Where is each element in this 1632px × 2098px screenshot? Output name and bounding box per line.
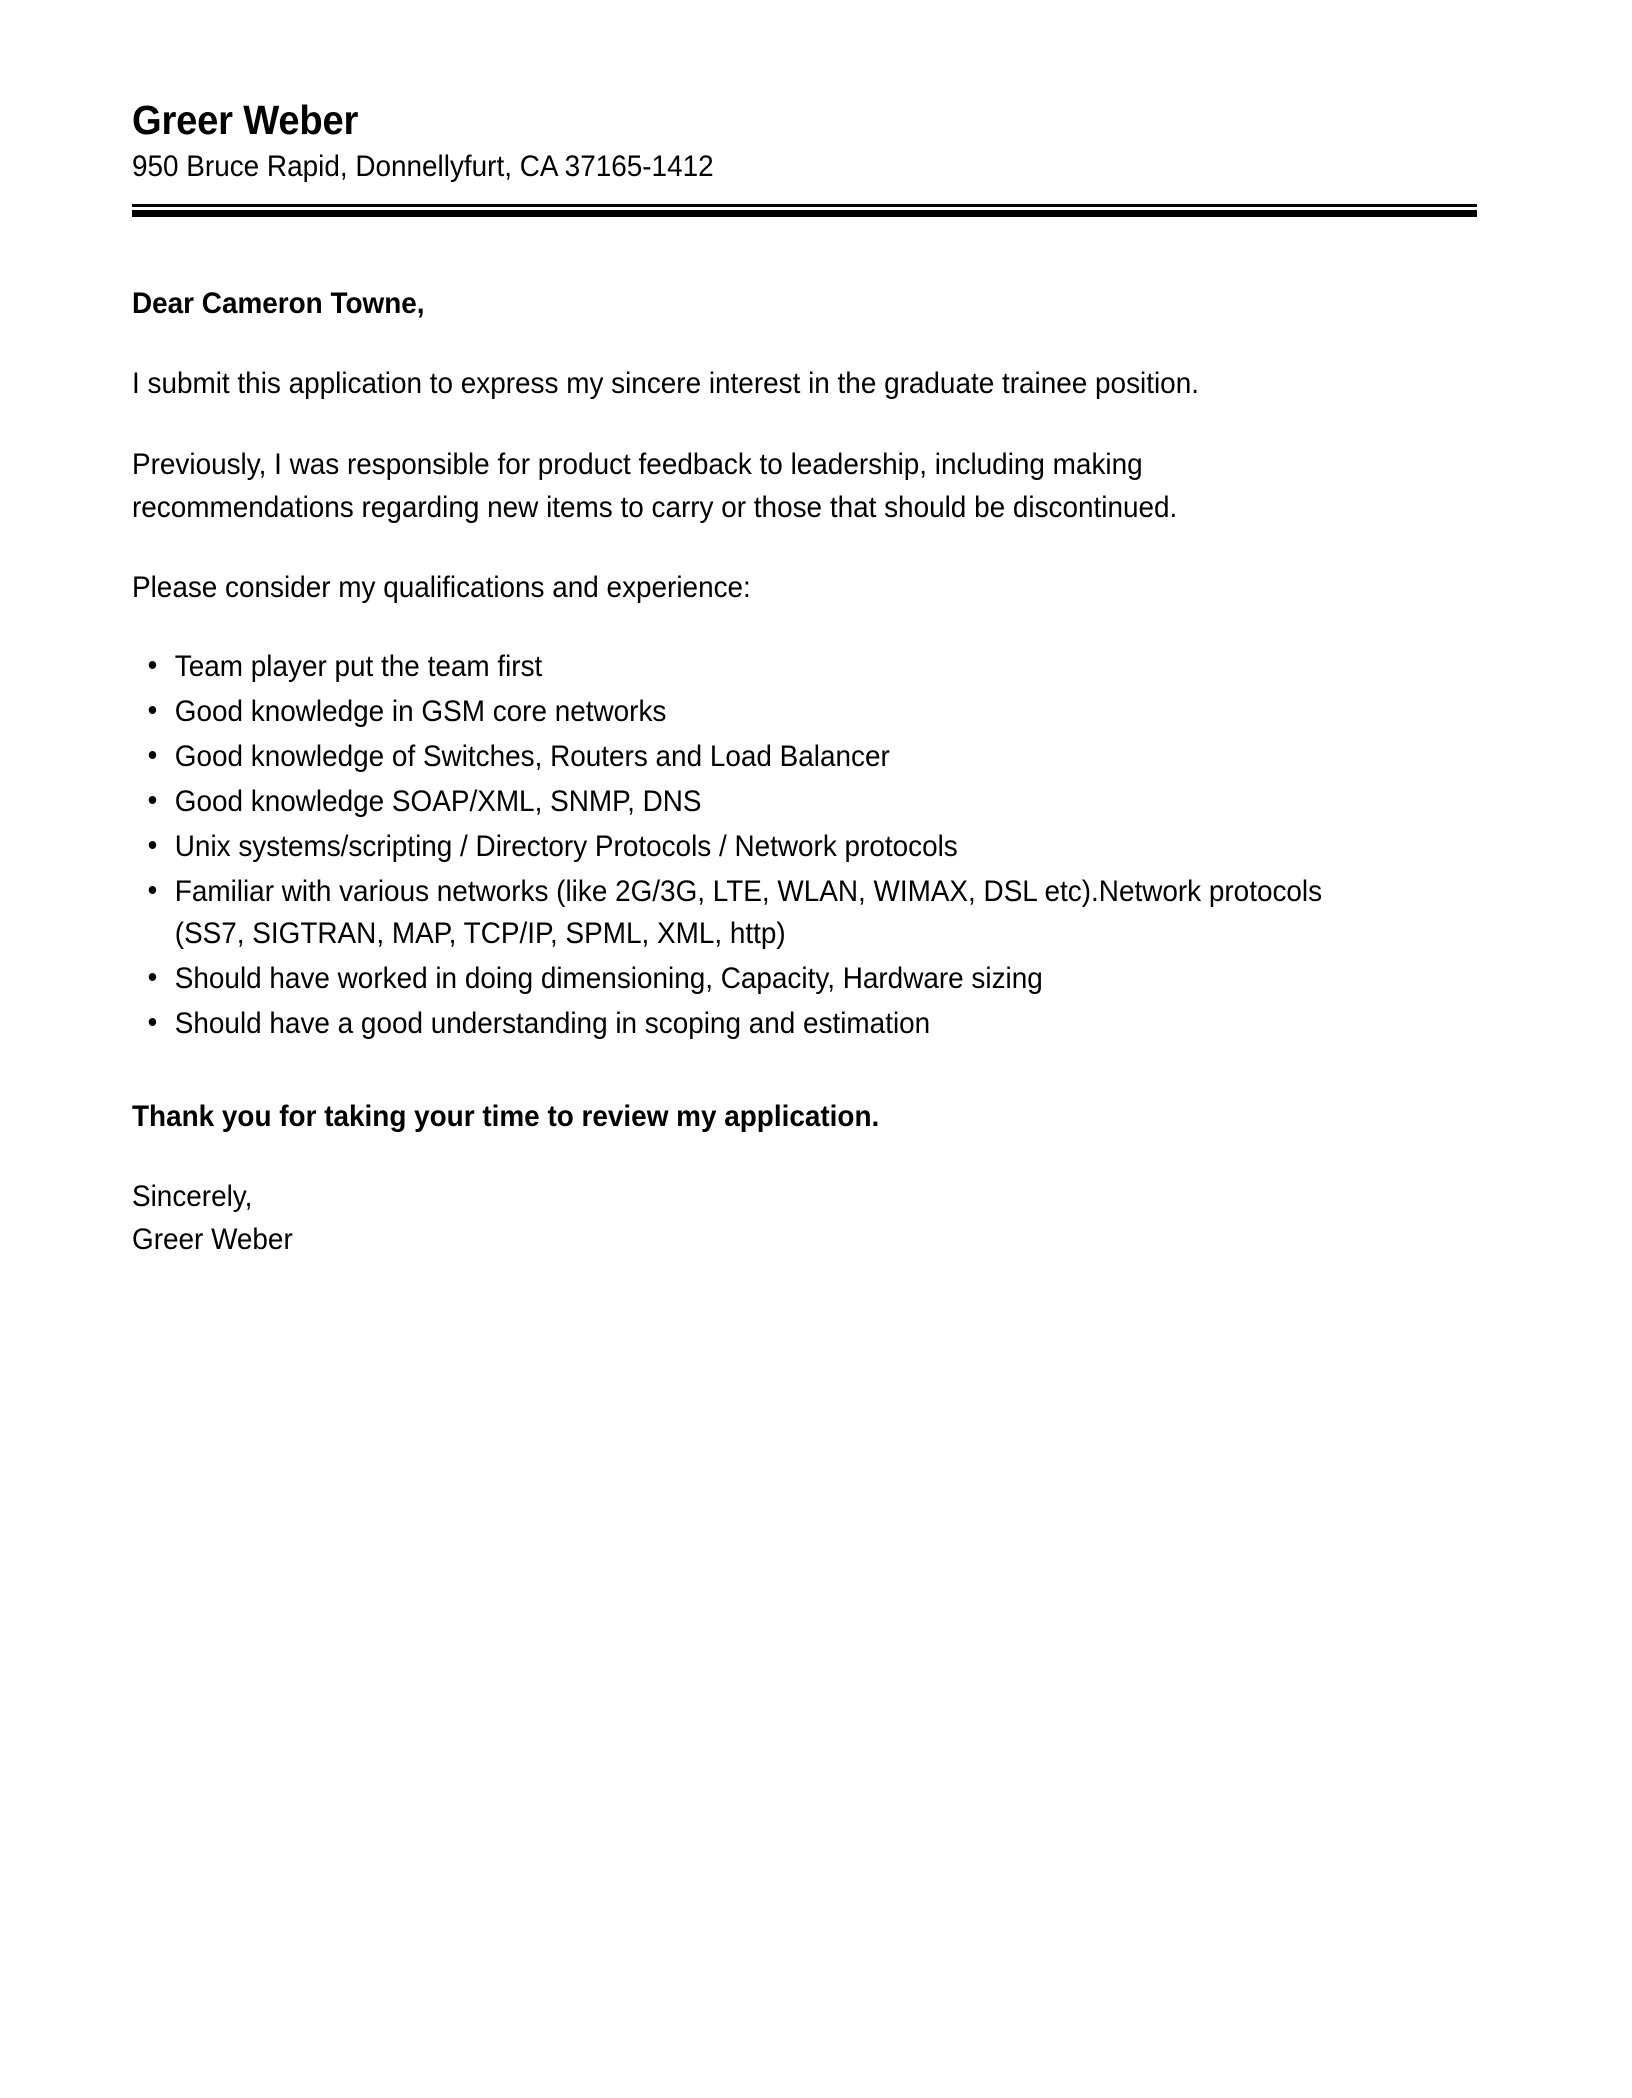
sign-off: Sincerely, [132,1180,253,1214]
list-item-text: Unix systems/scripting / Directory Protocols / Network protocols [174,829,958,863]
sender-name: Greer Weber [132,97,359,143]
closing-block [132,1048,1500,1262]
divider-thick-line [132,210,1477,217]
salutation: Dear Cameron Towne, [132,286,425,320]
bullet-dot-icon [149,841,156,849]
list-item [132,958,1360,1000]
sender-address: 950 Bruce Rapid, Donnellyfurt, CA 37165-1412 [132,150,714,184]
bullet-dot-icon [149,661,156,669]
list-item-text: Should have worked in doing dimensioning, Capacity, Hardware sizing [174,961,1043,995]
bullet-dot-icon [149,751,156,759]
list-item [132,781,1360,823]
bullet-dot-icon [149,886,156,894]
list-item-text: Familiar with various networks (like 2G/3G, LTE, WLAN, WIMAX, DSL etc).Network protocols (SS7, SIGTRAN, MAP, TCP/IP, SPML, XML, http) [174,874,1323,950]
letterhead-divider [132,204,1477,217]
list-item [132,826,1360,868]
bullet-dot-icon [149,706,156,714]
letter-body [132,217,1500,1262]
list-item [132,646,1360,688]
paragraph-intro: I submit this application to express my sincere interest in the graduate trainee position. [132,367,1199,401]
bullet-dot-icon [149,1018,156,1026]
bullet-dot-icon [149,973,156,981]
qualifications-list [132,646,1452,1045]
list-item-text: Should have a good understanding in scoping and estimation [174,1006,931,1040]
list-item-text: Good knowledge in GSM core networks [174,694,667,728]
signature-name: Greer Weber [132,1223,293,1257]
paragraph-qualifications-lead-in: Please consider my qualifications and experience: [132,571,751,605]
bullet-dot-icon [149,796,156,804]
thank-you-line: Thank you for taking your time to review my application. [132,1099,880,1133]
list-item-text: Good knowledge SOAP/XML, SNMP, DNS [174,784,702,818]
letterhead [132,0,1500,217]
list-item-text: Good knowledge of Switches, Routers and Load Balancer [174,739,890,773]
list-item [132,691,1360,733]
list-item [132,736,1360,778]
list-item [132,1003,1360,1045]
list-item-text: Team player put the team first [174,649,543,683]
paragraph-experience: Previously, I was responsible for product feedback to leadership, including making recommendations regarding new items to carry or those that should be discontinued. [132,448,1178,524]
list-item [132,871,1360,955]
